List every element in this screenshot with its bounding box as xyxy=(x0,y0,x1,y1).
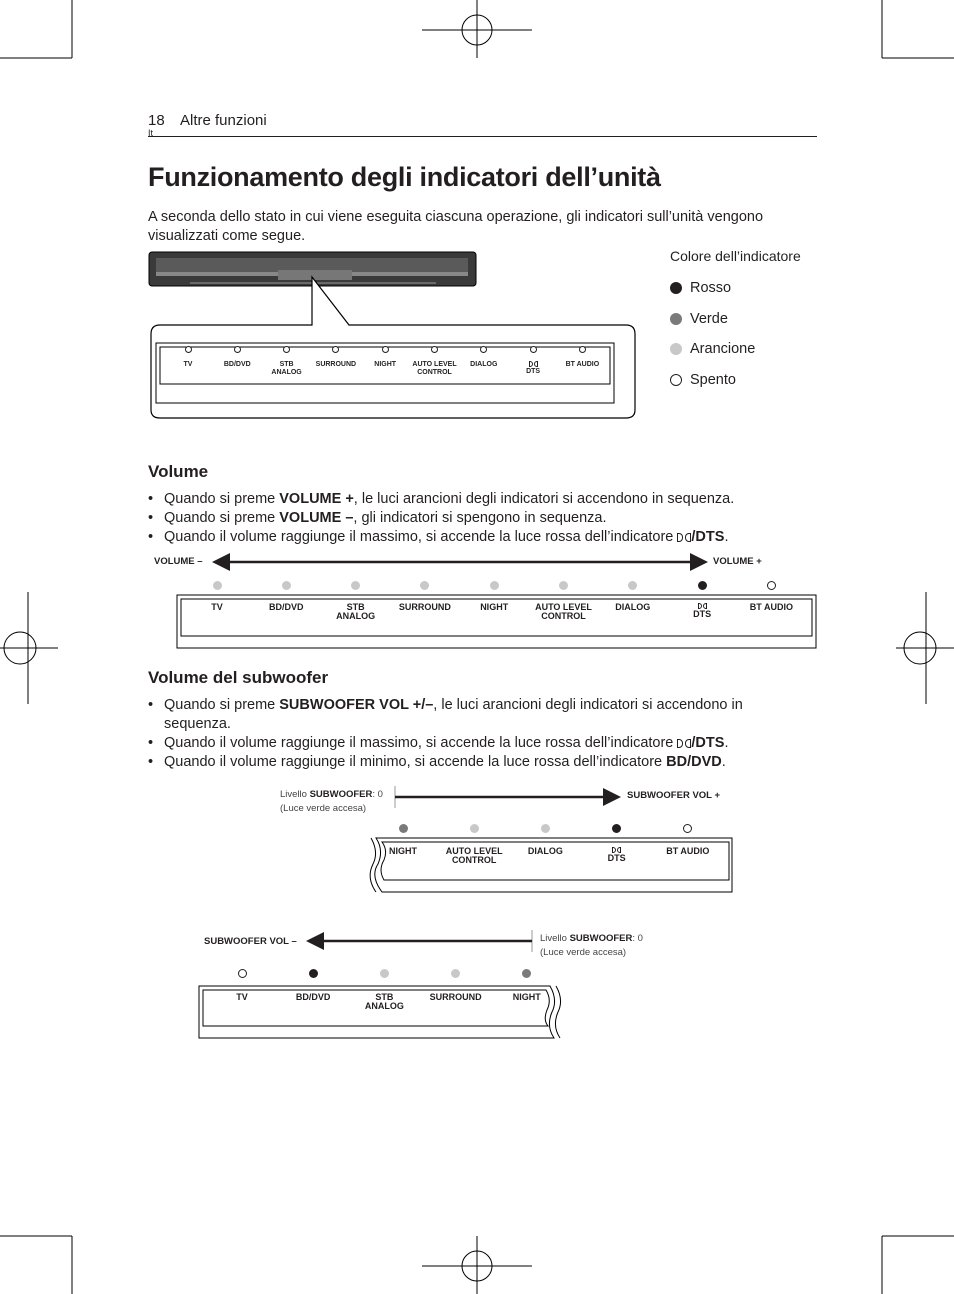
volume-plus-label: VOLUME + xyxy=(713,556,762,567)
indicator-label: AUTO LEVEL CONTROL xyxy=(412,361,457,376)
indicator-label: BT AUDIO xyxy=(749,602,793,612)
indicator-light-icon xyxy=(612,824,621,833)
page-title: Funzionamento degli indicatori dell’unità xyxy=(148,162,661,192)
indicator-label: BD/DVD xyxy=(269,602,304,612)
indicator-label: NIGHT xyxy=(512,992,541,1002)
indicator-light-icon xyxy=(470,824,479,833)
legend-label: Rosso xyxy=(690,280,732,296)
indicator-light-icon xyxy=(332,346,339,353)
indicator-light-icon xyxy=(238,969,247,978)
level-zero-note-upper: Livello SUBWOOFER: 0 (Luce verde accesa) xyxy=(280,789,383,814)
indicator-light-icon xyxy=(451,969,460,978)
indicator-light-icon xyxy=(309,969,318,978)
indicator-label: STB ANALOG xyxy=(364,992,404,1011)
subwoofer-upper-panel xyxy=(368,820,736,896)
dolby-icon xyxy=(677,739,691,748)
volume-bullets xyxy=(148,490,808,547)
subwoofer-heading: Volume del subwoofer xyxy=(148,668,329,687)
red-dot-icon xyxy=(670,282,682,294)
indicator-label: DIALOG xyxy=(470,361,498,368)
indicator-light-icon xyxy=(399,824,408,833)
subwoofer-bullets xyxy=(148,696,788,772)
indicator-label: BT AUDIO xyxy=(666,846,710,856)
indicator-light-icon xyxy=(283,346,290,353)
top-indicator-panel xyxy=(150,340,620,400)
indicator-light-icon xyxy=(530,346,537,353)
page-number: 18 xyxy=(148,112,165,129)
intro-text: A seconda dello stato in cui viene eseguita ciascuna operazione, gli indicatori sull’unità vengono visualizzati come segue. xyxy=(148,209,764,244)
legend-item-green xyxy=(670,311,728,327)
indicator-label: BD/DVD xyxy=(295,992,331,1002)
subwoofer-up-arrow xyxy=(385,786,625,808)
header-rule xyxy=(148,136,817,137)
list-item: • Quando si preme VOLUME –, gli indicatori si spengono in sequenza. xyxy=(148,509,808,528)
legend-item-orange xyxy=(670,341,755,357)
indicator-label: DTS xyxy=(503,361,563,376)
indicator-label: SURROUND xyxy=(429,992,482,1002)
subwoofer-vol-plus-label: SUBWOOFER VOL + xyxy=(627,790,720,801)
indicator-light-icon xyxy=(559,581,568,590)
indicator-label: SURROUND xyxy=(398,602,451,612)
page-lang: It xyxy=(148,128,154,138)
dolby-icon xyxy=(529,361,538,367)
indicator-label: TV xyxy=(183,361,193,368)
legend-item-red xyxy=(670,280,731,296)
list-item: • Quando il volume raggiunge il minimo, si accende la luce rossa dell’indicatore BD/DVD. xyxy=(148,753,788,772)
indicator-label: STB ANALOG xyxy=(336,602,376,621)
subwoofer-lower-panel xyxy=(198,966,564,1040)
dolby-icon xyxy=(677,533,691,542)
indicator-label: DTS xyxy=(582,847,652,863)
indicator-label: TV xyxy=(211,602,223,612)
list-item: • Quando il volume raggiunge il massimo, si accende la luce rossa dell’indicatore /DTS. xyxy=(148,734,788,753)
indicator-light-icon xyxy=(420,581,429,590)
indicator-light-icon xyxy=(213,581,222,590)
indicator-light-icon xyxy=(522,969,531,978)
volume-indicator-panel xyxy=(176,578,818,650)
indicator-label: BT AUDIO xyxy=(565,361,600,368)
legend-label: Arancione xyxy=(690,341,756,357)
green-dot-icon xyxy=(670,313,682,325)
indicator-label: AUTO LEVEL CONTROL xyxy=(535,602,592,621)
off-dot-icon xyxy=(670,374,682,386)
indicator-light-icon xyxy=(579,346,586,353)
list-item: • Quando si preme VOLUME +, le luci arancioni degli indicatori si accendono in sequenza. xyxy=(148,490,808,509)
indicator-light-icon xyxy=(282,581,291,590)
legend-label: Verde xyxy=(690,311,728,327)
indicator-light-icon xyxy=(351,581,360,590)
indicator-label: NIGHT xyxy=(374,361,397,368)
indicator-light-icon xyxy=(628,581,637,590)
level-zero-note-lower: Livello SUBWOOFER: 0 (Luce verde accesa) xyxy=(540,933,643,958)
legend-label: Spento xyxy=(690,372,736,388)
indicator-light-icon xyxy=(683,824,692,833)
list-item: • Quando si preme SUBWOOFER VOL +/–, le luci arancioni degli indicatori si accendono in sequenza. xyxy=(148,696,788,734)
indicator-label: NIGHT xyxy=(480,602,509,612)
indicator-light-icon xyxy=(380,969,389,978)
indicator-light-icon xyxy=(185,346,192,353)
indicator-light-icon xyxy=(490,581,499,590)
indicator-label: AUTO LEVEL CONTROL xyxy=(445,846,503,865)
orange-dot-icon xyxy=(670,343,682,355)
indicator-light-icon xyxy=(541,824,550,833)
indicator-label: DIALOG xyxy=(527,846,563,856)
indicator-light-icon xyxy=(431,346,438,353)
volume-arrow xyxy=(210,550,710,574)
indicator-label: DIALOG xyxy=(615,602,651,612)
indicator-label: BD/DVD xyxy=(223,361,251,368)
indicator-label: NIGHT xyxy=(389,846,417,856)
dolby-icon xyxy=(612,847,621,853)
dolby-icon xyxy=(698,603,707,609)
indicator-label: SURROUND xyxy=(315,361,357,368)
volume-heading: Volume xyxy=(148,462,209,481)
list-item: • Quando il volume raggiunge il massimo, si accende la luce rossa dell’indicatore /DTS. xyxy=(148,528,808,547)
subwoofer-down-arrow xyxy=(304,930,540,952)
indicator-light-icon xyxy=(767,581,776,590)
legend-item-off xyxy=(670,372,736,388)
indicator-light-icon xyxy=(234,346,241,353)
indicator-label: DTS xyxy=(667,603,737,619)
subwoofer-vol-minus-label: SUBWOOFER VOL – xyxy=(204,936,297,947)
indicator-label: TV xyxy=(236,992,248,1002)
volume-minus-label: VOLUME – xyxy=(154,556,203,567)
legend-title: Colore dell’indicatore xyxy=(670,248,801,264)
section-title: Altre funzioni xyxy=(180,112,267,129)
indicator-light-icon xyxy=(480,346,487,353)
indicator-light-icon xyxy=(698,581,707,590)
indicator-light-icon xyxy=(382,346,389,353)
indicator-label: STB ANALOG xyxy=(271,361,302,376)
